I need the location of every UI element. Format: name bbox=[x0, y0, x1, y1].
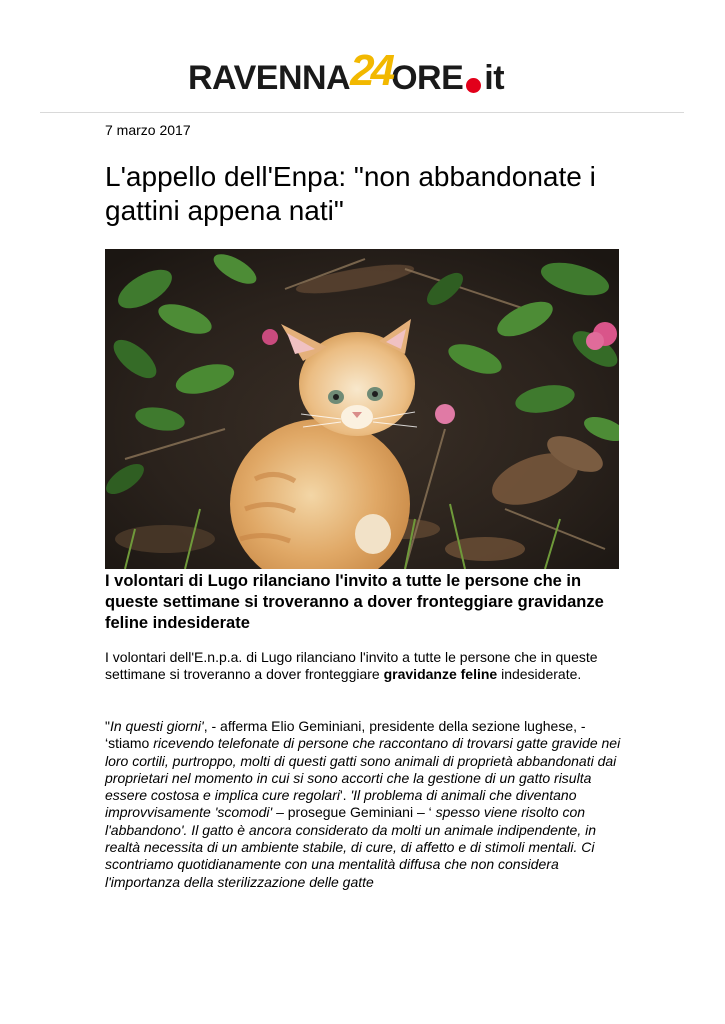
logo-word2: ORE bbox=[391, 59, 464, 97]
header-divider bbox=[40, 112, 684, 113]
logo-word: RAVENNA bbox=[188, 59, 351, 97]
logo-dot-icon bbox=[466, 78, 481, 93]
p1-highlight: gravidanze feline bbox=[383, 666, 498, 683]
p2-quote-1: In questi giorni' bbox=[109, 718, 204, 734]
article-paragraph-2 bbox=[105, 718, 625, 891]
p2-quote-open: " bbox=[105, 718, 110, 734]
p2-quote-4: spesso viene risolto con l'abbandono'. Il gatto è ancora considerato da molti un animale indipendente, in realtà necessita di un ambiente stabile, di cure, di affetto e di stimoli mentali. Ci scontriamo quotidianamente con una mentalità diffusa che non considera l'importanza della sterilizzazione delle gatte bbox=[105, 804, 597, 890]
p2-quote-3: 'Il problema di animali che diventano improvvisamente 'scomodi' bbox=[105, 787, 577, 821]
p1-text-c: indesiderate. bbox=[497, 666, 582, 683]
logo-ext: it bbox=[484, 59, 505, 97]
article-paragraph-1 bbox=[105, 649, 625, 684]
site-logo[interactable] bbox=[188, 44, 538, 100]
article-title: L'appello dell'Enpa: "non abbandonate i gattini appena nati" bbox=[105, 161, 596, 226]
article-subtitle: I volontari di Lugo rilanciano l'invito a tutte le persone che in queste settimane si troveranno a dover fronteggiare gravidanze feline indesiderate bbox=[105, 572, 604, 632]
kitten-photo bbox=[105, 249, 619, 569]
logo-number: 24 bbox=[350, 46, 392, 95]
article-date: 7 marzo 2017 bbox=[105, 122, 191, 138]
site-header bbox=[0, 0, 725, 112]
p2-attribution-1: , - afferma Elio Geminiani, presidente della sezione lughese, - ‘stiamo bbox=[105, 718, 586, 752]
p2-quote-2: ricevendo telefonate di persone che raccontano di trovarsi gatte gravide nei loro cortili, purtroppo, molti di questi gatti sono animali di proprietà abbandonati dai proprietari nel momento in cui si sono accorti che la gestione di un gatto risulta essere costosa e implica cure regolari bbox=[105, 735, 621, 804]
p1-text-a: I volontari dell'E.n.p.a. di Lugo rilanciano l'invito a tutte le persone che in queste settimane si troveranno a dover fronteggiare bbox=[105, 649, 598, 683]
p2-separator: '. bbox=[340, 787, 351, 804]
p2-attribution-2: – prosegue Geminiani – ‘ bbox=[272, 804, 436, 821]
